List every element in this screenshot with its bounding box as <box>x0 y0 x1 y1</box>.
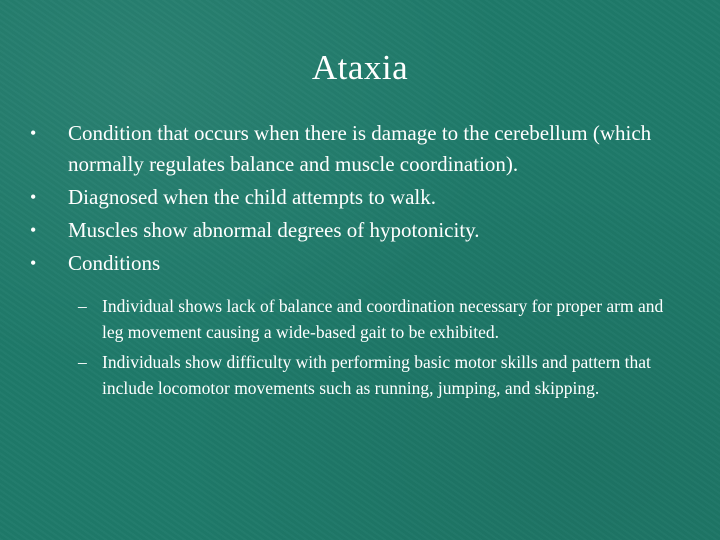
sub-bullet-list <box>78 293 688 401</box>
bullet-marker: • <box>30 123 37 143</box>
sub-bullet-marker: – <box>78 352 87 372</box>
bullet-text: Muscles show abnormal degrees of hypotonicity. <box>68 218 480 242</box>
bullet-text: Diagnosed when the child attempts to walk. <box>68 185 437 209</box>
sub-bullet-text: Individuals show difficulty with performing basic motor skills and pattern that include locomotor movements such as running, jumping, and skipping. <box>102 352 651 398</box>
bullet-marker: • <box>30 187 37 207</box>
bullet-item <box>30 182 690 213</box>
bullet-item <box>30 118 690 180</box>
bullet-marker: • <box>30 220 37 240</box>
bullet-text: Condition that occurs when there is damage to the cerebellum (which normally regulates balance and muscle coordination). <box>68 121 652 176</box>
sub-bullet-item <box>78 293 688 345</box>
bullet-text: Conditions <box>68 251 161 275</box>
slide-body <box>30 118 690 405</box>
bullet-item <box>30 215 690 246</box>
sub-bullet-item <box>78 349 688 401</box>
bullet-item <box>30 248 690 279</box>
sub-bullet-marker: – <box>78 296 87 316</box>
slide-title: Ataxia <box>311 48 409 87</box>
sub-bullet-text: Individual shows lack of balance and coordination necessary for proper arm and leg movement causing a wide-based gait to be exhibited. <box>102 296 664 342</box>
bullet-marker: • <box>30 253 37 273</box>
